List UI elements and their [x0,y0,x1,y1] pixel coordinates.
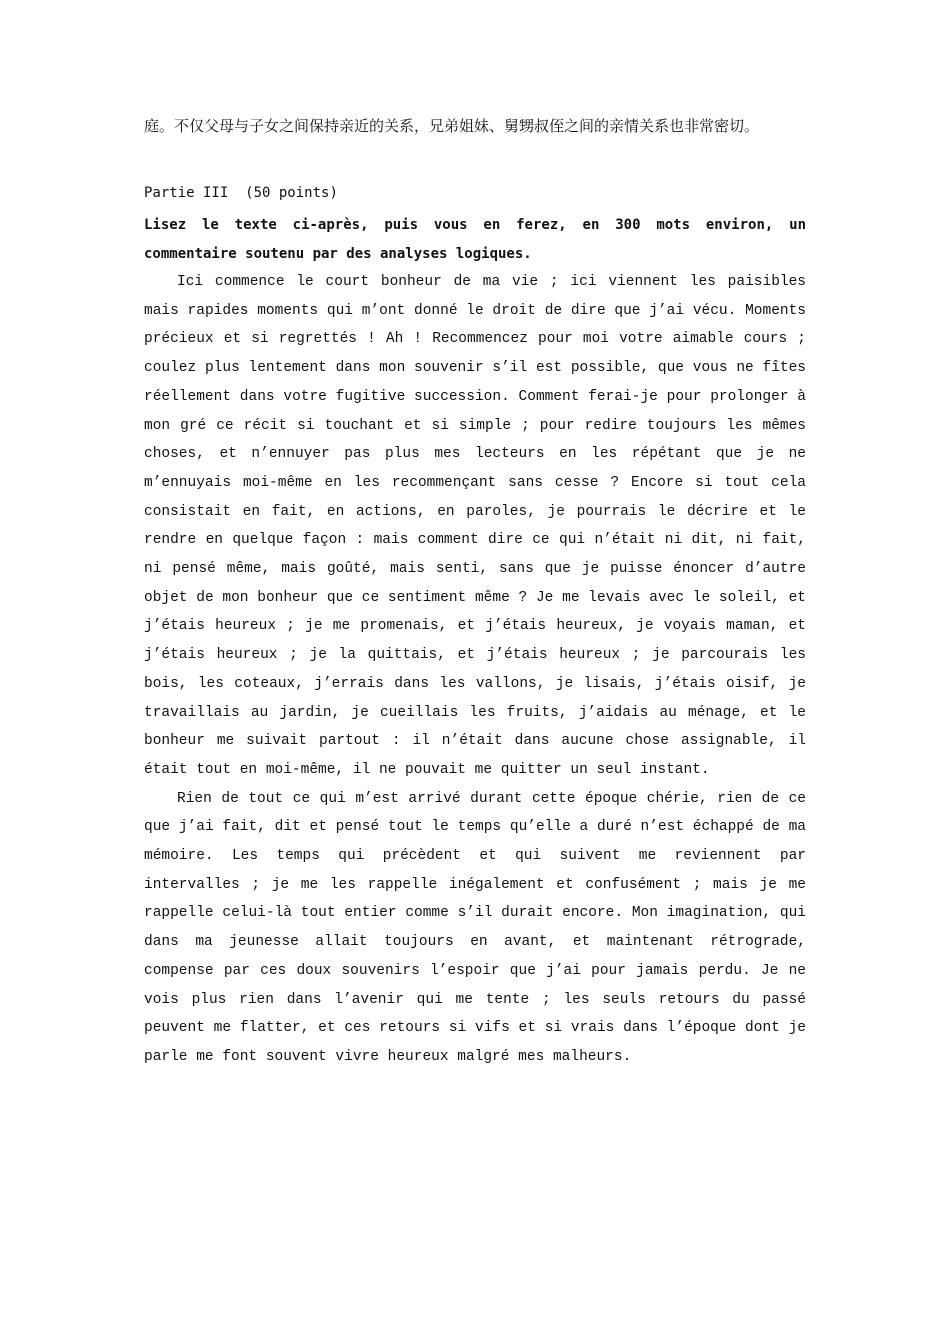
section-points: (50 points) [245,185,338,201]
previous-section-text: 庭。不仅父母与子女之间保持亲近的关系，兄弟姐妹、舅甥叔侄之间的亲情关系也非常密切。 [144,117,760,135]
passage-paragraph-1: Ici commence le court bonheur de ma vie ; ici viennent les paisibles mais rapides moments qui m’ont donné le droit de dire que j’ai vécu. Moments précieux et si regrettés ! Ah ! Recommencez pour moi votre aimable cours ; coulez plus lentement dans mon souvenir s’il est possible, que vous ne fîtes réellement dans votre fugitive succession. Comment ferai-je pour prolonger à mon gré ce récit si touchant et si simple ; pour redire toujours les mêmes choses, et n’ennuyer pas plus mes lecteurs en les répétant que je ne m’ennuyais moi-même en les recommençant sans cesse ? Encore si tout cela consistait en fait, en actions, en paroles, je pourrais le décrire et le rendre en quelque façon : mais comment dire ce qui n’était ni dit, ni fait, ni pensé même, mais goûté, mais senti, sans que je puisse énoncer d’autre objet de mon bonheur que ce sentiment même ? Je me levais avec le soleil, et j’étais heureux ; je me promenais, et j’étais heureux, je voyais maman, et j’étais heureux ; je la quittais, et j’étais heureux ; je parcourais les bois, les coteaux, j’errais dans les vallons, je lisais, j’étais oisif, je travaillais au jardin, je cueillais les fruits, j’aidais au ménage, et le bonheur me suivait partout : il n’était dans aucune chose assignable, il était tout en moi-même, il ne pouvait me quitter un seul instant. [144,274,806,778]
section-title: Partie III [144,185,229,201]
section-heading [144,181,338,205]
instructions: Lisez le texte ci-après, puis vous en ferez, en 300 mots environ, un commentaire soutenu par des analyses logiques. [144,217,806,262]
passage-text [144,268,806,1072]
passage-paragraph-2: Rien de tout ce qui m’est arrivé durant cette époque chérie, rien de ce que j’ai fait, dit et pensé tout le temps qu’elle a duré n’est échappé de ma mémoire. Les temps qui précèdent et qui suivent me reviennent par intervalles ; je me les rappelle inégalement et confusément ; mais je me rappelle celui-là tout entier comme s’il durait encore. Mon imagination, qui dans ma jeunesse allait toujours en avant, et maintenant rétrograde, compense par ces doux souvenirs l’espoir que j’ai pour jamais perdu. Je ne vois plus rien dans l’avenir qui me tente ; les seuls retours du passé peuvent me flatter, et ces retours si vifs et si vrais dans l’époque dont je parle me font souvent vivre heureux malgré mes malheurs. [144,790,806,1065]
